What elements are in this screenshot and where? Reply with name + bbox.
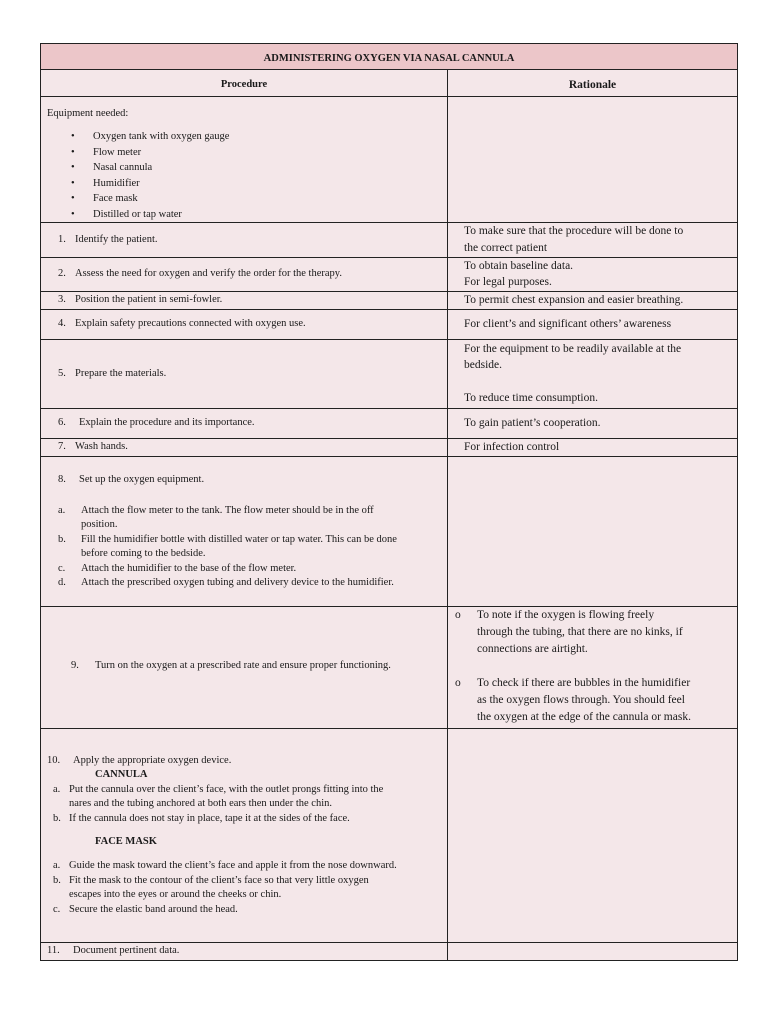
- step-number: 6.: [58, 417, 66, 428]
- rationale-line: For the equipment to be readily available at the: [464, 343, 682, 355]
- rationale-line: For infection control: [464, 441, 560, 453]
- procedure-table: [40, 43, 738, 961]
- sub-label: c.: [53, 904, 61, 915]
- sub-label: c.: [58, 563, 66, 574]
- rationale-line: through the tubing, that there are no kinks, if: [477, 626, 683, 638]
- rationale-line: To reduce time consumption.: [464, 392, 598, 404]
- sub-text: escapes into the eyes or around the cheeks or chin.: [69, 889, 282, 900]
- list-item: • Humidifier: [93, 177, 140, 191]
- rationale-line: To obtain baseline data.: [464, 260, 574, 272]
- rationale-line: the correct patient: [464, 242, 548, 254]
- cannula-heading: CANNULA: [95, 769, 148, 780]
- sub-text: nares and the tubing anchored at both ears then under the chin.: [69, 798, 332, 809]
- rationale-line: the oxygen at the edge of the cannula or mask.: [477, 711, 691, 723]
- step-1-rationale: [447, 222, 738, 258]
- step-1-cell: [40, 222, 448, 258]
- step-text: Wash hands.: [75, 441, 128, 452]
- step-number: 8.: [58, 474, 66, 485]
- sub-text: before coming to the bedside.: [81, 548, 206, 559]
- step-3-rationale: [447, 291, 738, 310]
- step-number: 5.: [58, 368, 66, 379]
- rationale-line: To gain patient’s cooperation.: [464, 417, 601, 429]
- sub-text: Put the cannula over the client’s face, with the outlet prongs fitting into the: [69, 784, 384, 795]
- step-text: Identify the patient.: [75, 234, 158, 245]
- step-3-cell: [40, 291, 448, 310]
- step-number: 11.: [47, 945, 60, 956]
- rationale-bullet: o To note if the oxygen is flowing freely: [477, 608, 654, 622]
- step-text: Prepare the materials.: [75, 368, 167, 379]
- sub-label: a.: [53, 784, 61, 795]
- step-text: Explain safety precautions connected with oxygen use.: [75, 318, 306, 329]
- step-11-cell: [40, 942, 448, 961]
- sub-label: b.: [53, 875, 61, 886]
- list-item: • Distilled or tap water: [93, 208, 182, 222]
- facemask-heading: FACE MASK: [95, 836, 157, 847]
- step-7-cell: [40, 438, 448, 457]
- equipment-heading: Equipment needed:: [47, 108, 129, 119]
- header-rationale: [447, 69, 738, 97]
- step-text: Turn on the oxygen at a prescribed rate and ensure proper functioning.: [95, 660, 391, 671]
- sub-text: position.: [81, 519, 118, 530]
- rationale-line: For client’s and significant others’ awareness: [464, 318, 672, 330]
- step-text: Assess the need for oxygen and verify the order for the therapy.: [75, 268, 342, 279]
- sub-label: a.: [53, 860, 61, 871]
- sub-label: d.: [58, 577, 66, 588]
- rationale-line: For legal purposes.: [464, 276, 552, 288]
- list-item: • Nasal cannula: [93, 161, 152, 175]
- list-item: • Face mask: [93, 192, 138, 206]
- step-11-rationale: [447, 942, 738, 961]
- rationale-header: Rationale: [568, 79, 617, 91]
- sub-text: Attach the prescribed oxygen tubing and delivery device to the humidifier.: [81, 577, 394, 588]
- list-item: • Oxygen tank with oxygen gauge: [93, 130, 229, 144]
- step-number: 3.: [58, 294, 66, 305]
- step-8-cell: [40, 456, 448, 607]
- sub-text: Fit the mask to the contour of the client’s face so that very little oxygen: [69, 875, 369, 886]
- step-text: Explain the procedure and its importance.: [79, 417, 255, 428]
- step-number: 2.: [58, 268, 66, 279]
- procedure-header: Procedure: [220, 79, 268, 90]
- sub-label: a.: [58, 505, 66, 516]
- rationale-line: as the oxygen flows through. You should feel: [477, 694, 685, 706]
- title-row: [40, 43, 738, 70]
- step-5-cell: [40, 339, 448, 409]
- step-10-rationale: [447, 728, 738, 943]
- sub-text: Fill the humidifier bottle with distilled water or tap water. This can be done: [81, 534, 397, 545]
- sub-text: Attach the flow meter to the tank. The flow meter should be in the off: [81, 505, 374, 516]
- sub-text: Secure the elastic band around the head.: [69, 904, 238, 915]
- rationale-bullet: o To check if there are bubbles in the humidifier: [477, 676, 690, 690]
- step-9-cell: [40, 606, 448, 729]
- step-9-rationale: [447, 606, 738, 729]
- step-text: Position the patient in semi-fowler.: [75, 294, 223, 305]
- step-number: 10.: [47, 755, 61, 766]
- rationale-line: To permit chest expansion and easier breathing.: [464, 294, 684, 306]
- step-2-cell: [40, 257, 448, 292]
- step-4-cell: [40, 309, 448, 340]
- rationale-line: connections are airtight.: [477, 643, 588, 655]
- sub-label: b.: [53, 813, 61, 824]
- step-2-rationale: [447, 257, 738, 292]
- step-number: 9.: [71, 660, 79, 671]
- list-item: • Flow meter: [93, 146, 141, 160]
- step-number: 1.: [58, 234, 66, 245]
- step-text: Set up the oxygen equipment.: [79, 474, 205, 485]
- step-8-rationale: [447, 456, 738, 607]
- sub-text: Attach the humidifier to the base of the flow meter.: [81, 563, 297, 574]
- step-number: 7.: [58, 441, 66, 452]
- header-procedure: [40, 69, 448, 97]
- rationale-line: bedside.: [464, 359, 503, 371]
- rationale-line: To make sure that the procedure will be done to: [464, 225, 684, 237]
- table-title: ADMINISTERING OXYGEN VIA NASAL CANNULA: [263, 53, 515, 64]
- sub-text: Guide the mask toward the client’s face and apple it from the nose downward.: [69, 860, 397, 871]
- step-6-cell: [40, 408, 448, 439]
- step-7-rationale: [447, 438, 738, 457]
- step-10-cell: [40, 728, 448, 943]
- step-number: 4.: [58, 318, 66, 329]
- step-text: Document pertinent data.: [73, 945, 180, 956]
- sub-text: If the cannula does not stay in place, tape it at the sides of the face.: [69, 813, 350, 824]
- equipment-cell: [40, 96, 448, 223]
- step-4-rationale: [447, 309, 738, 340]
- step-5-rationale: [447, 339, 738, 409]
- sub-label: b.: [58, 534, 66, 545]
- equipment-rationale-cell: [447, 96, 738, 223]
- step-text: Apply the appropriate oxygen device.: [73, 755, 232, 766]
- step-6-rationale: [447, 408, 738, 439]
